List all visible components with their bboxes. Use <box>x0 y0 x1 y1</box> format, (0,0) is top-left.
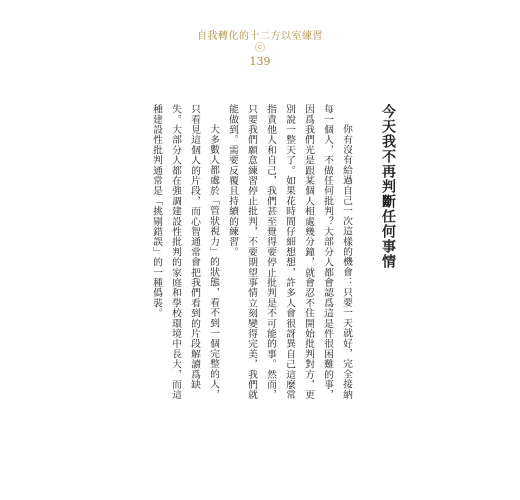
running-header <box>0 30 520 69</box>
page-body <box>120 104 400 404</box>
chapter-title: 今天我不再判斷任何事情 <box>380 104 396 269</box>
paragraph-1: 你有沒有給過自己一次這樣的機會：只要一天就好，完全接納每一個人，不做任何批判？大部分人都會認爲這是件很困難的事，因爲我們光是跟某個人相處幾分鐘，就會忍不住開始批判對方，更別說一整天了。如果花時間仔細想想，許多人會很訝異自己這麼常指責他人和自己，我們甚至覺得要停止批判是不可能的事。然而，只要我們願意練習停止批判，不要期望事情立刻變得完美，我們就能做到。需要反覆且持續的練習。 <box>227 104 352 400</box>
paragraph-2: 大多數人都處於「管狀視力」的狀態，看不到一個完整的人，只看見這個人的片段，而心智通常會把我們看到的片段解讀爲缺失。大部分人都在強調建設性批判的家庭和學校環境中長大，而這種建設性批判通常是「挑剔錯誤」的一種僞裝。 <box>151 104 219 400</box>
header-ornament-icon: ⓒ <box>255 43 265 54</box>
book-title: 自我轉化的十二方以室練習 <box>197 31 323 42</box>
page-number: 139 <box>249 55 271 68</box>
